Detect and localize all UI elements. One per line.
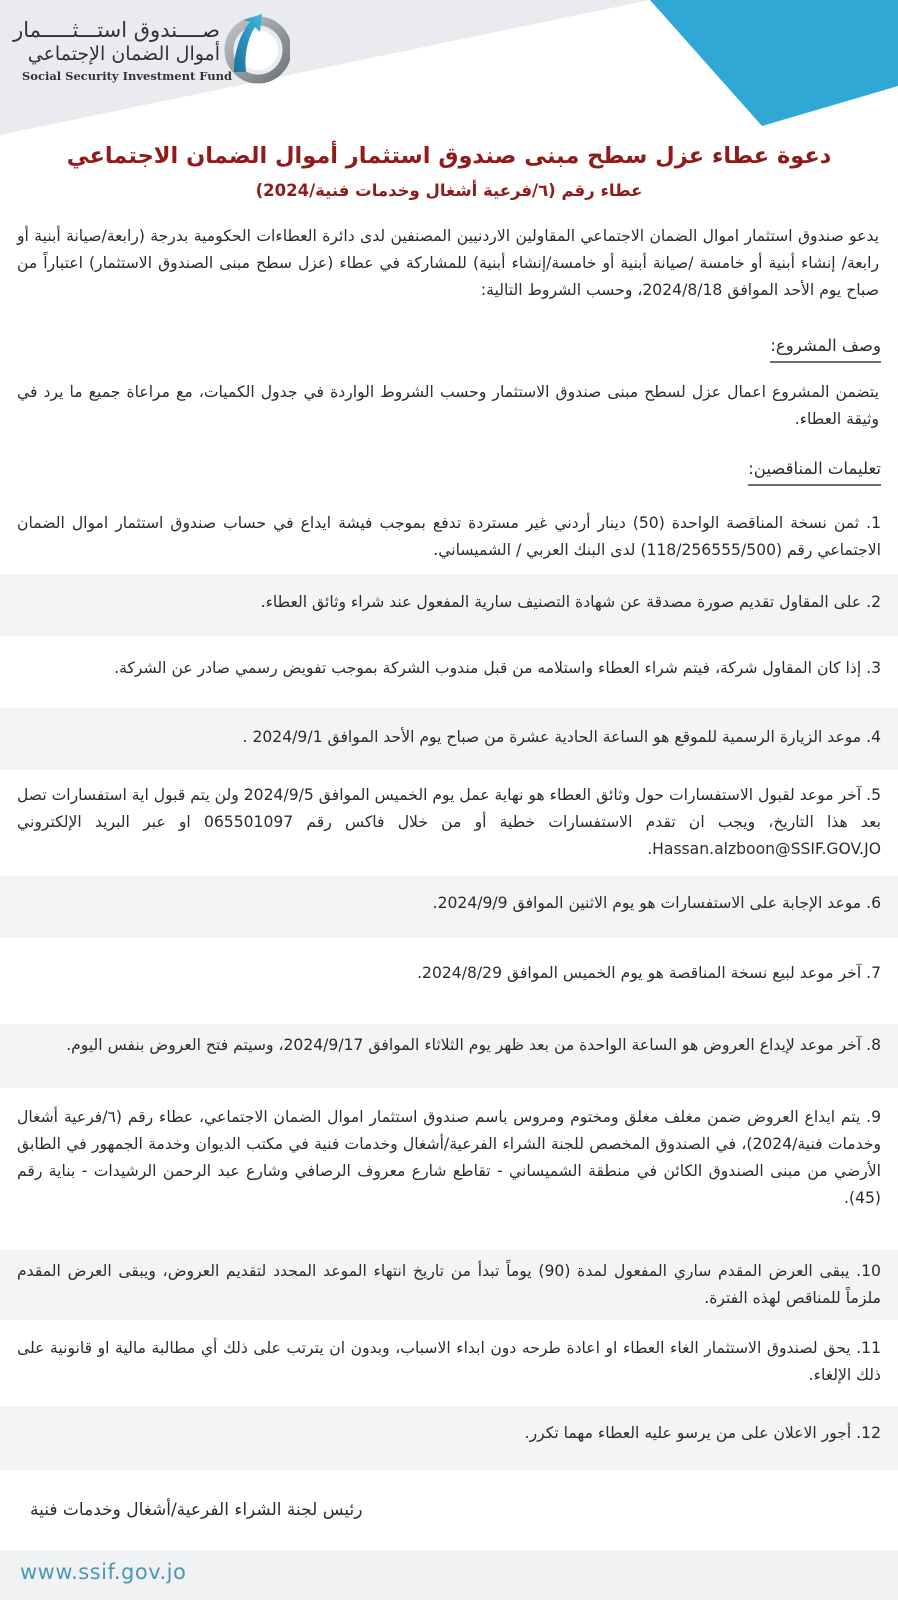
instruction-item-9	[0, 1088, 898, 1250]
document-title: دعوة عطاء عزل سطح مبنى صندوق استثمار أموال الضمان الاجتماعي	[66, 143, 832, 169]
project-description-heading: وصف المشروع:	[770, 332, 881, 363]
instruction-item-11	[0, 1320, 898, 1406]
logo-arabic-line1: صــــندوق استـــثـــــمار	[13, 18, 220, 42]
instruction-text: 5. آخر موعد لقبول الاستفسارات حول وثائق العطاء هو نهاية عمل يوم الخميس الموافق 2024/9/5 ولن يتم قبول اية استفسارات تصل بعد هذا التاريخ، ويجب ان تقدم الاستفسارات خطية أو من خلال فاكس رقم 065501097 او عبر البريد الإلكتروني Hassan.alzboon@SSIF.GOV.JO.	[17, 786, 881, 858]
bidder-instructions-heading: تعليمات المناقصين:	[748, 455, 881, 486]
instruction-item-3	[0, 636, 898, 708]
instruction-text: 4. موعد الزيارة الرسمية للموقع هو الساعة الحادية عشرة من صباح يوم الأحد الموافق 2024/9/1 .	[242, 728, 881, 746]
footer	[0, 1550, 898, 1600]
instruction-text: 1. ثمن نسخة المناقصة الواحدة (50) دينار أردني غير مستردة تدفع بموجب فيشة ايداع في حساب صندوق استثمار اموال الضمان الاجتماعي رقم (118/256555/500) لدى البنك العربي / الشميساني.	[17, 514, 881, 559]
instruction-item-6	[0, 876, 898, 938]
instruction-item-2	[0, 574, 898, 636]
instruction-item-4	[0, 708, 898, 770]
instruction-item-7	[0, 938, 898, 1024]
instruction-item-10	[0, 1250, 898, 1320]
instruction-text: 11. يحق لصندوق الاستثمار الغاء العطاء او اعادة طرحه دون ابداء الاسباب، وبدون ان يترتب على ذلك أي مطالبة مالية او قانونية على ذلك الإلغاء.	[17, 1339, 881, 1384]
instruction-item-12	[0, 1406, 898, 1470]
intro-paragraph: يدعو صندوق استثمار اموال الضمان الاجتماعي المقاولين الاردنيين المصنفين لدى دائرة العطاءات الحكومية بدرجة (رابعة/صيانة أبنية أو رابعة/ إنشاء أبنية أو خامسة /صيانة أبنية أو خامسة/إنشاء أبنية) للمشاركة في عطاء (عزل سطح مبنى الصندوق الاستثمار) اعتباراً من صباح يوم الأحد الموافق 2024/8/18، وحسب الشروط التالية:	[17, 227, 879, 299]
logo	[13, 12, 290, 92]
instruction-item-1	[0, 506, 898, 574]
instruction-text: 12. أجور الاعلان على من يرسو عليه العطاء مهما تكرر.	[524, 1424, 881, 1442]
instruction-text: 10. يبقى العرض المقدم ساري المفعول لمدة (90) يوماً تبدأ من تاريخ انتهاء الموعد المحدد لتقديم العروض، ويبقى العرض المقدم ملزماً للمناقص لهذه الفترة.	[17, 1262, 881, 1307]
instruction-text: 9. يتم ايداع العروض ضمن مغلف مغلق ومختوم ومروس باسم صندوق استثمار اموال الضمان الاجتماعي، عطاء رقم (٦/فرعية أشغال وخدمات فنية/2024)، في الصندوق المخصص للجنة الشراء الفرعية/أشغال وخدمات فنية في مكتب الديوان وخدمة الجمهور في الطابق الأرضي من مبنى الصندوق الكائن في منطقة الشميساني - تقاطع شارع معروف الرصافي وشارع عبد الرحمن الرشيدات - بناية رقم (45).	[17, 1108, 881, 1207]
logo-english-name: Social Security Investment Fund	[22, 69, 232, 83]
committee-signature: رئيس لجنة الشراء الفرعية/أشغال وخدمات فنية	[30, 1500, 363, 1520]
website-link[interactable]: www.ssif.gov.jo	[20, 1560, 187, 1584]
logo-emblem-icon	[220, 12, 290, 84]
instruction-item-8	[0, 1024, 898, 1088]
logo-arabic-line2: أموال الضمان الإجتماعي	[27, 43, 220, 65]
tender-number: عطاء رقم (٦/فرعية أشغال وخدمات فنية/2024)	[255, 181, 643, 200]
project-description-text: يتضمن المشروع اعمال عزل لسطح مبنى صندوق الاستثمار وحسب الشروط الواردة في جدول الكميات، مع مراعاة جميع ما يرد في وثيقة العطاء.	[17, 383, 879, 428]
instruction-text: 6. موعد الإجابة على الاستفسارات هو يوم الاثنين الموافق 2024/9/9.	[432, 894, 881, 912]
instruction-text: 3. إذا كان المقاول شركة، فيتم شراء العطاء واستلامه من قبل مندوب الشركة بموجب تفويض رسمي صادر عن الشركة.	[114, 659, 881, 677]
instruction-text: 2. على المقاول تقديم صورة مصدقة عن شهادة التصنيف سارية المفعول عند شراء وثائق العطاء.	[260, 593, 881, 611]
instruction-item-5	[0, 770, 898, 876]
instruction-text: 8. آخر موعد لإيداع العروض هو الساعة الواحدة من بعد ظهر يوم الثلاثاء الموافق 2024/9/17، وسيتم فتح العروض بنفس اليوم.	[66, 1036, 881, 1054]
instruction-text: 7. آخر موعد لبيع نسخة المناقصة هو يوم الخميس الموافق 2024/8/29.	[417, 964, 881, 982]
